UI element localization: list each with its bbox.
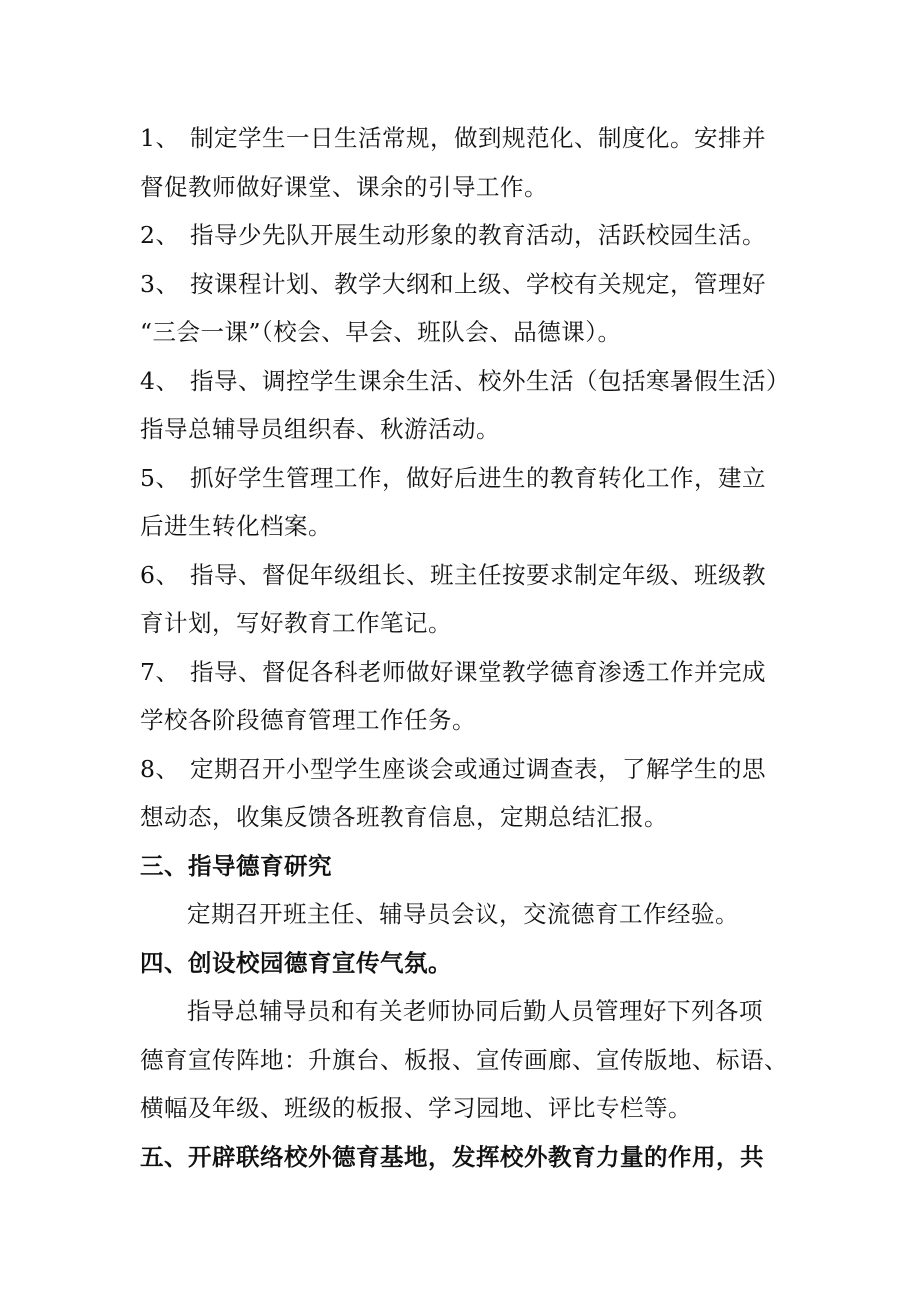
- list-item-5-line-2: 后进生转化档案。: [140, 512, 332, 540]
- list-item-1-line-1: 1、 制定学生一日生活常规，做到规范化、制度化。安排并: [140, 114, 790, 163]
- list-item-6-line-2: 育计划，写好教育工作笔记。: [140, 609, 452, 637]
- list-item-4-line-1: 4、 指导、调控学生课余生活、校外生活（包括寒暑假生活）: [140, 357, 790, 406]
- list-item-6-line-1: 6、 指导、督促年级组长、班主任按要求制定年级、班级教: [140, 551, 790, 600]
- list-item-4-number: 4、: [140, 366, 180, 395]
- list-item-8-number: 8、: [140, 754, 180, 783]
- section-5-heading: 五、开辟联络校外德育基地，发挥校外教育力量的作用，共: [140, 1142, 764, 1171]
- list-item-6-number: 6、: [140, 560, 180, 589]
- section-4-paragraph-line-1: 指导总辅导员和有关老师协同后勤人员管理好下列各项: [187, 997, 763, 1025]
- list-item-5-line-1: 5、 抓好学生管理工作，做好后进生的教育转化工作，建立: [140, 454, 790, 503]
- section-3-heading: 三、指导德育研究: [140, 851, 332, 880]
- section-4-paragraph-line-3: 横幅及年级、班级的板报、学习园地、评比专栏等。: [140, 1094, 692, 1122]
- section-4-paragraph-line-2: 德育宣传阵地：升旗台、板报、宣传画廊、宣传版地、标语、: [140, 1045, 788, 1074]
- list-item-1-line-2: 督促教师做好课堂、课余的引导工作。: [140, 172, 548, 201]
- list-item-8-line-2: 想动态，收集反馈各班教育信息，定期总结汇报。: [140, 803, 668, 831]
- list-item-2-number: 2、: [140, 221, 180, 249]
- list-item-2-line-1: 2、 指导少先队开展生动形象的教育活动，活跃校园生活。: [140, 211, 790, 260]
- list-item-3-number: 3、: [140, 269, 180, 298]
- list-item-3-line-2: “三会一课”（校会、早会、班队会、品德课）。: [140, 318, 622, 346]
- list-item-1-number: 1、: [140, 124, 180, 152]
- section-3-paragraph: 定期召开班主任、辅导员会议，交流德育工作经验。: [187, 900, 739, 928]
- list-item-7-number: 7、: [140, 657, 180, 686]
- list-item-8-line-1: 8、 定期召开小型学生座谈会或通过调查表，了解学生的思: [140, 745, 790, 794]
- document-body: [140, 114, 790, 1181]
- section-4-heading: 四、创设校园德育宣传气氛。: [140, 948, 452, 977]
- list-item-5-number: 5、: [140, 463, 180, 492]
- list-item-3-line-1: 3、 按课程计划、教学大纲和上级、学校有关规定，管理好: [140, 260, 790, 309]
- list-item-7-line-1: 7、 指导、督促各科老师做好课堂教学德育渗透工作并完成: [140, 648, 790, 697]
- list-item-4-line-2: 指导总辅导员组织春、秋游活动。: [140, 415, 500, 443]
- list-item-7-line-2: 学校各阶段德育管理工作任务。: [140, 706, 476, 734]
